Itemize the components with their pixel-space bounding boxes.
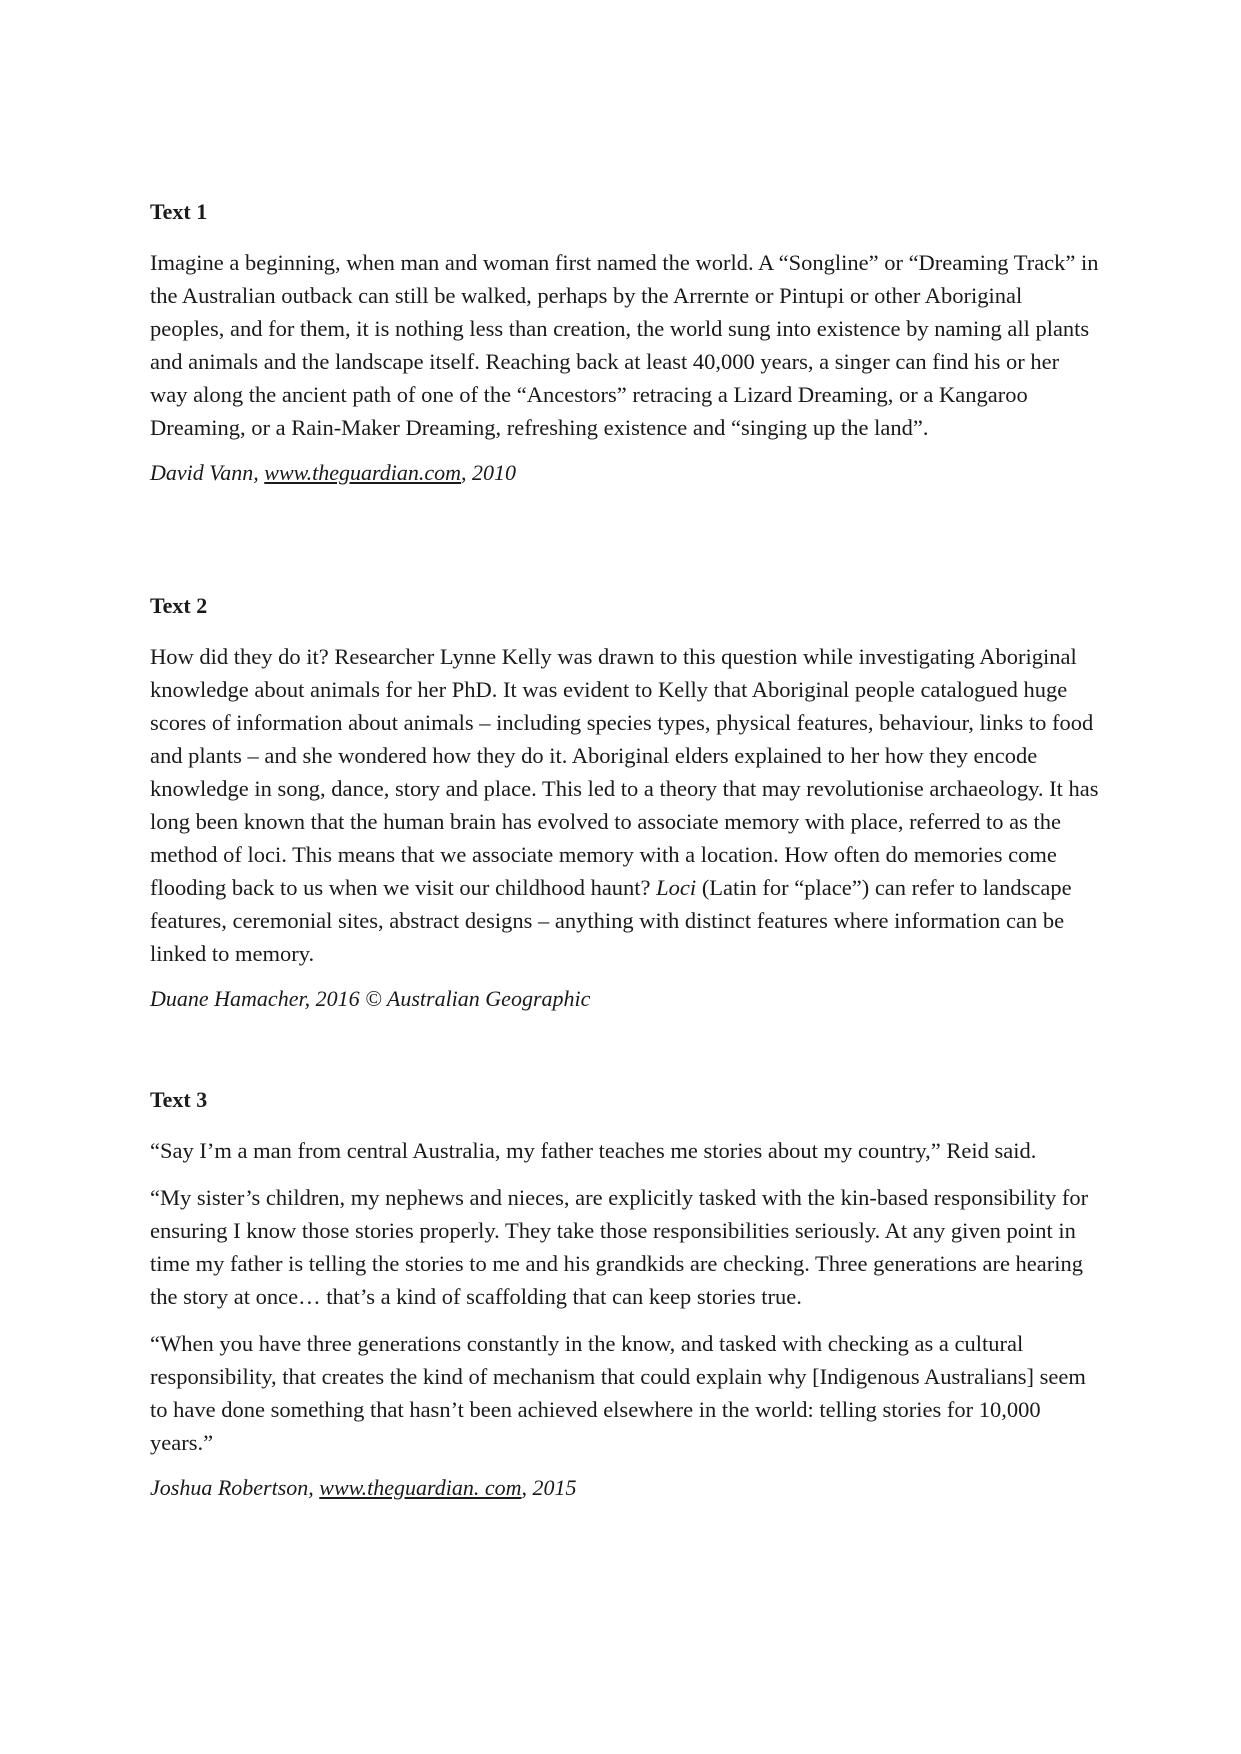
text-3-citation xyxy=(150,1473,1100,1503)
text-1-citation-link[interactable]: www.theguardian.com xyxy=(264,460,462,485)
text-3-citation-author: Joshua Robertson, xyxy=(150,1475,320,1500)
text-3-title: Text 3 xyxy=(150,1087,208,1112)
text-3-section xyxy=(150,1086,1100,1503)
text-1-citation-author: David Vann, xyxy=(150,460,265,485)
text-3-paragraph-2: “My sister’s children, my nephews and nieces, are explicitly tasked with the kin-based responsibility for ensuring I know those stories properly. They take those responsibilities seriously. At any given point in time my father is telling the stories to me and his grandkids are checking. Three generations are hearing the story at once… that’s a kind of scaffolding that can keep stories true. xyxy=(150,1185,1089,1309)
text-2-section xyxy=(150,592,1100,1022)
text-3-paragraph-1: “Say I’m a man from central Australia, my father teaches me stories about my country,” Reid said. xyxy=(150,1138,1037,1163)
text-2-citation: Duane Hamacher, 2016 © Australian Geographic xyxy=(150,986,591,1011)
text-3-paragraph-3: “When you have three generations constantly in the know, and tasked with checking as a cultural responsibility, that creates the kind of mechanism that could explain why [Indigenous Australians] seem to have done something that hasn’t been achieved elsewhere in the world: telling stories for 10,000 years.” xyxy=(150,1331,1086,1455)
text-1-section xyxy=(150,198,1100,528)
text-2-title: Text 2 xyxy=(150,593,208,618)
document-page xyxy=(150,198,1100,1567)
text-1-paragraph: Imagine a beginning, when man and woman first named the world. A “Songline” or “Dreaming Track” in the Australian outback can still be walked, perhaps by the Arrernte or Pintupi or other Aboriginal peoples, and for them, it is nothing less than creation, the world sung into existence by naming all plants and animals and the landscape itself. Reaching back at least 40,000 years, a singer can find his or her way along the ancient path of one of the “Ancestors” retracing a Lizard Dreaming, or a Kangaroo Dreaming, or a Rain-Maker Dreaming, refreshing existence and “singing up the land”. xyxy=(150,250,1099,440)
text-2-paragraph xyxy=(150,640,1100,970)
text-3-citation-year: , 2015 xyxy=(521,1475,577,1500)
text-2-paragraph-part-1: How did they do it? Researcher Lynne Kelly was drawn to this question while investigating Aboriginal knowledge about animals for her PhD. It was evident to Kelly that Aboriginal people catalogued huge scores of information about animals – including species types, physical features, behaviour, links to food and plants – and she wondered how they do it. Aboriginal elders explained to her how they encode knowledge in song, dance, story and place. This led to a theory that may revolutionise archaeology. It has long been known that the human brain has evolved to associate memory with place, referred to as the method of loci. This means that we associate memory with a location. How often do memories come flooding back to us when we visit our childhood haunt? xyxy=(150,644,1099,900)
text-1-title: Text 1 xyxy=(150,199,208,224)
text-1-citation-year: , 2010 xyxy=(461,460,517,485)
text-2-paragraph-part-2: (Latin for “place”) can refer to landscape features, ceremonial sites, abstract designs – anything with distinct features where information can be linked to memory. xyxy=(150,875,1072,966)
text-3-citation-link[interactable]: www.theguardian. com xyxy=(319,1475,522,1500)
text-1-citation xyxy=(150,458,1100,488)
text-2-paragraph-italic-term: Loci xyxy=(656,875,697,900)
